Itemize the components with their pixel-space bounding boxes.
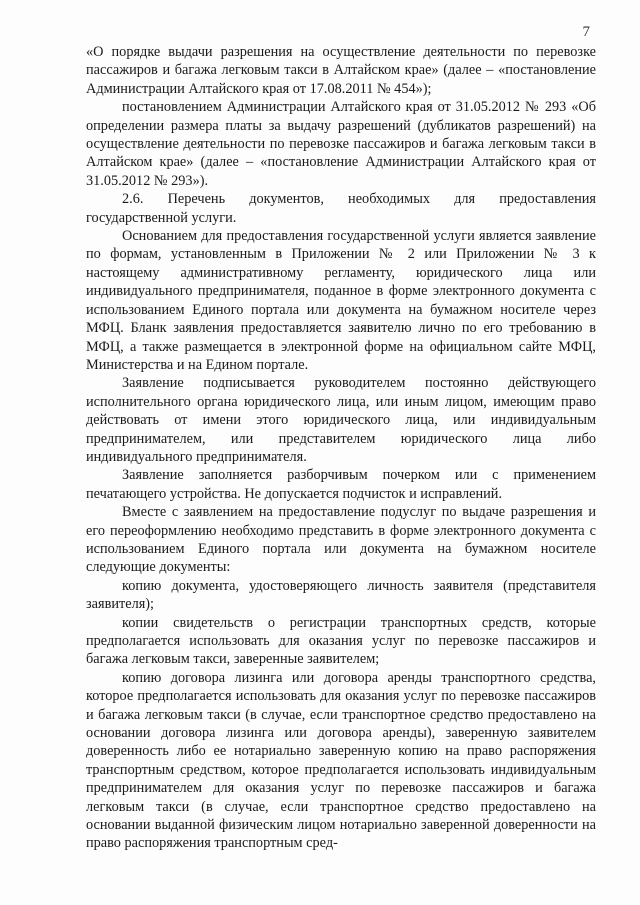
- paragraph: Вместе с заявлением на предоставление подуслуг по выдаче разрешения и его переоформлению необходимо представить в форме электронного документа с использованием Единого портала или документа на бумажном носителе следующие документы:: [86, 504, 596, 576]
- paragraph: «О порядке выдачи разрешения на осуществление деятельности по перевозке пассажиров и багажа легковым такси в Алтайском крае» (далее – «постановление Администрации Алтайского края от 17.08.2011 № 454»);: [86, 44, 596, 97]
- paragraph: Заявление подписывается руководителем постоянно действующего исполнительного органа юридического лица, или иным лицом, имеющим право действовать от имени этого юридического лица, или индивидуальным предпринимателем, или представителем юридического лица либо индивидуального предпринимателя.: [86, 375, 596, 465]
- document-body: [86, 43, 596, 853]
- paragraph: Заявление заполняется разборчивым почерком или с применением печатающего устройства. Не допускается подчисток и исправлений.: [86, 467, 596, 502]
- section-heading: 2.6. Перечень документов, необходимых для предоставления государственной услуги.: [86, 191, 596, 226]
- paragraph: постановлением Администрации Алтайского края от 31.05.2012 № 293 «Об определении размера платы за выдачу разрешений (дубликатов разрешений) на осуществление деятельности по перевозке пассажиров и багажа легковым такси в Алтайском крае» (далее – «постановление Администрации Алтайского края от 31.05.2012 № 293»).: [86, 99, 596, 189]
- list-item: копию документа, удостоверяющего личность заявителя (представителя заявителя);: [86, 577, 596, 613]
- list-item: копии свидетельств о регистрации транспортных средств, которые предполагается использовать для оказания услуг по перевозке пассажиров и багажа легковым такси, заверенные заявителем;: [86, 614, 596, 668]
- paragraph: Основанием для предоставления государственной услуги является заявление по формам, установленным в Приложении № 2 или Приложении № 3 к настоящему административному регламенту, юридического лица или индивидуального предпринимателя, поданное в форме электронного документа с использованием Единого портала или документа на бумажном носителе через МФЦ. Бланк заявления предоставляется заявителю лично по его требованию в МФЦ, а также размещается в электронной форме на официальном сайте МФЦ, Министерства и на Едином портале.: [86, 228, 596, 373]
- list-item: копию договора лизинга или договора аренды транспортного средства, которое предполагается использовать для оказания услуг по перевозке пассажиров и багажа легковым такси (в случае, если транспортное средство предоставлено на основании договора лизинга или договора аренды), заверенную заявителем доверенность либо ее нотариально заверенную копию на право распоряжения транспортным средством, которое предполагается использовать индивидуальным предпринимателем для оказания услуг по перевозке пассажиров и багажа легковым такси (в случае, если транспортное средство предоставлено на основании выданной физическим лицом нотариально заверенной доверенности на право распоряжения транспортным сред-: [86, 669, 596, 852]
- page-number: 7: [582, 24, 590, 40]
